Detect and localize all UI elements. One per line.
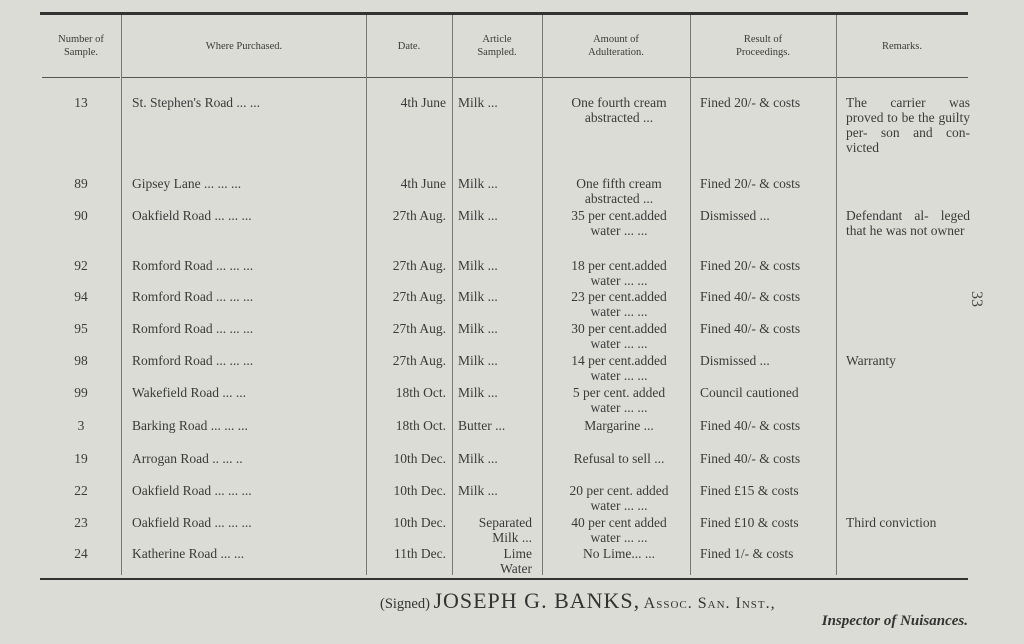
date: 27th Aug. <box>392 258 446 273</box>
result-of-proceedings: Fined 40/- & costs <box>700 418 801 433</box>
date: 10th Dec. <box>393 515 446 530</box>
where-purchased: Romford Road ... ... ... <box>132 258 254 273</box>
sample-number: 23 <box>74 515 88 530</box>
column-divider <box>366 15 367 575</box>
article-sampled: Milk ... <box>458 451 498 466</box>
result-of-proceedings: Council cautioned <box>700 385 799 400</box>
article-sampled: Butter ... <box>458 418 506 433</box>
date: 4th June <box>400 176 446 191</box>
inspector-qualification: Assoc. San. Inst., <box>643 595 776 612</box>
result-of-proceedings: Fined 1/- & costs <box>700 546 794 561</box>
header-underline <box>452 77 542 78</box>
sample-number: 94 <box>74 289 88 304</box>
result-of-proceedings: Fined 20/- & costs <box>700 95 801 110</box>
article-sampled: Milk ... <box>458 353 498 368</box>
header-amount: Amount of Adulteration. <box>588 34 644 58</box>
header-underline <box>366 77 452 78</box>
where-purchased: Romford Road ... ... ... <box>132 321 254 336</box>
date: 27th Aug. <box>392 208 446 223</box>
amount-of-adulteration: 40 per cent added water ... ... <box>571 515 667 545</box>
header-number: Number of Sample. <box>58 34 104 58</box>
where-purchased: Katherine Road ... ... <box>132 546 245 561</box>
amount-of-adulteration: Refusal to sell ... <box>573 451 665 466</box>
amount-of-adulteration: One fourth cream abstracted ... <box>571 95 667 125</box>
page-number: 33 <box>968 291 985 307</box>
article-sampled: Milk ... <box>458 321 498 336</box>
date: 18th Oct. <box>395 418 446 433</box>
sample-number: 90 <box>74 208 88 223</box>
where-purchased: Romford Road ... ... ... <box>132 289 254 304</box>
signed-label: (Signed) <box>380 596 430 612</box>
where-purchased: Romford Road ... ... ... <box>132 353 254 368</box>
amount-of-adulteration: 30 per cent.added water ... ... <box>571 321 667 351</box>
header-where: Where Purchased. <box>205 40 283 52</box>
bottom-rule <box>40 578 968 580</box>
amount-of-adulteration: 14 per cent.added water ... ... <box>571 353 667 383</box>
inspector-name: JOSEPH G. BANKS, <box>433 588 641 613</box>
sample-number: 3 <box>77 418 85 433</box>
date: 18th Oct. <box>395 385 446 400</box>
result-of-proceedings: Fined 40/- & costs <box>700 289 801 304</box>
column-divider <box>121 15 122 575</box>
header-underline <box>836 77 968 78</box>
article-sampled: Milk ... <box>458 176 498 191</box>
date: 27th Aug. <box>392 321 446 336</box>
header-underline <box>122 77 366 78</box>
sample-number: 89 <box>74 176 88 191</box>
article-sampled: Separated Milk ... <box>478 515 532 545</box>
article-sampled: Milk ... <box>458 208 498 223</box>
sample-number: 92 <box>74 258 88 273</box>
article-sampled: Milk ... <box>458 289 498 304</box>
remarks: Defendant al- leged that he was not owner <box>846 208 970 238</box>
date: 11th Dec. <box>394 546 446 561</box>
date: 10th Dec. <box>393 483 446 498</box>
amount-of-adulteration: 35 per cent.added water ... ... <box>571 208 667 238</box>
remarks: The carrier was proved to be the guilty per- son and con- victed <box>846 95 970 155</box>
where-purchased: Oakfield Road ... ... ... <box>132 483 252 498</box>
result-of-proceedings: Fined £10 & costs <box>700 515 799 530</box>
header-article: Article Sampled. <box>477 34 517 58</box>
article-sampled: Milk ... <box>458 483 498 498</box>
header-result: Result of Proceedings. <box>736 34 790 58</box>
inspector-role: Inspector of Nuisances. <box>821 613 968 629</box>
date: 4th June <box>400 95 446 110</box>
amount-of-adulteration: 20 per cent. added water ... ... <box>569 483 669 513</box>
result-of-proceedings: Fined 40/- & costs <box>700 321 801 336</box>
article-sampled: Milk ... <box>458 385 498 400</box>
result-of-proceedings: Dismissed ... <box>700 208 770 223</box>
remarks: Third conviction <box>846 515 937 530</box>
signature-line <box>380 588 970 614</box>
result-of-proceedings: Fined 40/- & costs <box>700 451 801 466</box>
sample-number: 13 <box>74 95 88 110</box>
result-of-proceedings: Fined 20/- & costs <box>700 176 801 191</box>
remarks: Warranty <box>846 353 896 368</box>
date: 27th Aug. <box>392 289 446 304</box>
header-remarks: Remarks. <box>882 40 922 52</box>
result-of-proceedings: Dismissed ... <box>700 353 770 368</box>
article-sampled: Lime Water <box>500 546 532 576</box>
amount-of-adulteration: Margarine ... <box>584 418 654 433</box>
sample-number: 19 <box>74 451 88 466</box>
amount-of-adulteration: 5 per cent. added water ... ... <box>572 385 666 415</box>
header-underline <box>42 77 120 78</box>
date: 27th Aug. <box>392 353 446 368</box>
header-underline <box>690 77 836 78</box>
where-purchased: Wakefield Road ... ... <box>132 385 247 400</box>
result-of-proceedings: Fined £15 & costs <box>700 483 799 498</box>
result-of-proceedings: Fined 20/- & costs <box>700 258 801 273</box>
amount-of-adulteration: No Lime... ... <box>583 546 655 561</box>
column-divider <box>542 15 543 575</box>
where-purchased: Gipsey Lane ... ... ... <box>132 176 242 191</box>
sample-number: 95 <box>74 321 88 336</box>
amount-of-adulteration: 18 per cent.added water ... ... <box>571 258 667 288</box>
article-sampled: Milk ... <box>458 95 498 110</box>
header-date: Date. <box>397 40 421 52</box>
sample-number: 99 <box>74 385 88 400</box>
where-purchased: Barking Road ... ... ... <box>132 418 248 433</box>
where-purchased: Oakfield Road ... ... ... <box>132 515 252 530</box>
column-divider <box>452 15 453 575</box>
sample-number: 98 <box>74 353 88 368</box>
sample-number: 24 <box>74 546 88 561</box>
header-underline <box>542 77 690 78</box>
sample-number: 22 <box>74 483 88 498</box>
column-divider <box>836 15 837 575</box>
amount-of-adulteration: 23 per cent.added water ... ... <box>571 289 667 319</box>
where-purchased: Arrogan Road .. ... .. <box>132 451 243 466</box>
where-purchased: Oakfield Road ... ... ... <box>132 208 252 223</box>
date: 10th Dec. <box>393 451 446 466</box>
article-sampled: Milk ... <box>458 258 498 273</box>
where-purchased: St. Stephen's Road ... ... <box>132 95 261 110</box>
amount-of-adulteration: One fifth cream abstracted ... <box>576 176 662 206</box>
